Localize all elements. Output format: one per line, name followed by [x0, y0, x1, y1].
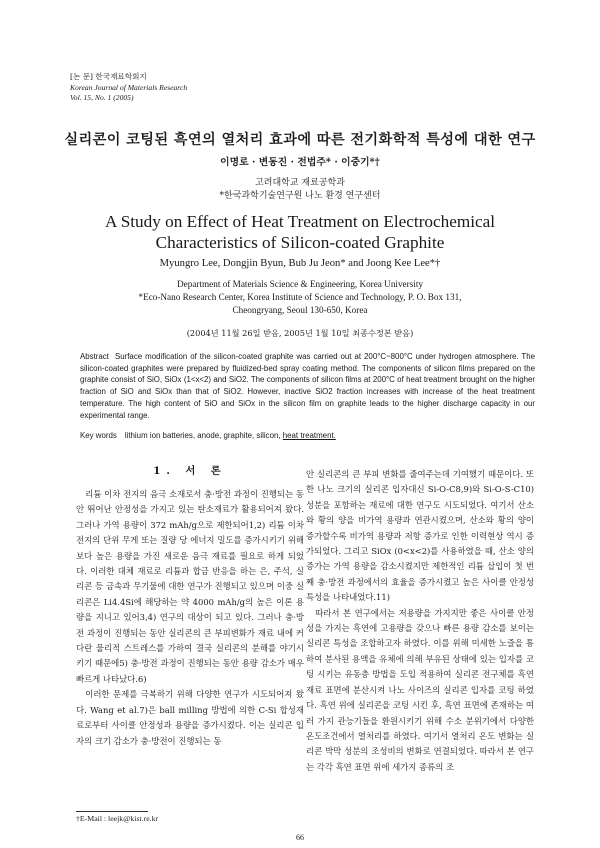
affiliation-korean-1: 고려대학교 재료공학과 — [255, 178, 345, 188]
keywords-text: lithium ion batteries, anode, graphite, silicon, — [124, 431, 281, 440]
paragraph: 이러한 문제를 극복하기 위해 다양한 연구가 시도되어져 왔다. Wang et al.7)은 ball milling 방법에 의한 C-Si 합성재료로부터 사이클 안정성과 용량을 증가시켰다. 이는 실리콘 입자의 크기 감소가 충·방전이 진행되는 동 — [76, 689, 304, 746]
keywords — [80, 431, 535, 440]
abstract — [80, 351, 535, 421]
keywords-last: heat treatment. — [282, 431, 336, 440]
journal-name-ko: [논 문] 한국재료학회지 — [70, 72, 147, 81]
right-column — [306, 467, 534, 775]
affiliation-english — [0, 278, 600, 317]
page-number: 66 — [296, 833, 304, 842]
authors-korean: 이명로 · 변동진 · 전법주* · 이중기*† — [220, 157, 380, 168]
affiliation-english-2: *Eco-Nano Research Center, Korea Institute of Science and Technology, P. O. Box 131, — [138, 292, 462, 302]
abstract-label: Abstract — [80, 352, 109, 361]
section-title-introduction: 1. 서 론 — [153, 465, 227, 477]
paragraph: 안 실리콘의 큰 부피 변화를 줄여주는데 기여했기 때문이다. 또한 나노 크기의 실리콘 입자대신 Si-O-C8,9)와 Si-O-S-C10) 성분을 포함하는 재료에 대한 연구도 시도되었다. 여기서 산소와 황의 양을 비가역 용량과 연관시켰으며, 산소와 황의 양이 증가할수록 비가역 용량과 저항 증가로 인한 이력현상 역시 증가되었다. 그리고 SiOx (0<x<2)를 사용하였을 때, 산소 양의 증가는 가역 용량을 감소시켰지만 제한적인 리튬 삽입이 첫 번째 충·방전 과정에서의 효율을 증가시켰고 높은 사이클 안정성 특성을 나타내었다.11) — [306, 469, 534, 603]
journal-volume: Vol. 15, No. 1 (2005) — [70, 93, 134, 102]
affiliation-english-3: Cheongryang, Seoul 130-650, Korea — [232, 305, 368, 315]
journal-header — [70, 72, 187, 104]
paragraph: 따라서 본 연구에서는 저용량을 가지지만 좋은 사이클 안정성을 가지는 흑연에 고용량을 갖으나 빠른 용량 감소를 보이는 실리콘 특성을 조합하고자 하였다. 이를 위해 미세한 노즐을 통하여 분사된 용액을 유체에 의해 부유된 상태에 있는 입자를 코팅 시키는 유동층 방법을 도입 적용하여 실리콘 전구체를 흑연 재료 표면에 분산시켜 나노 사이즈의 실리콘 입자를 코팅 하였다. 흑연 위에 실리콘을 코팅 시킨 후, 흑연 표면에 존재하는 여러 가지 관능기들을 환원시키기 위해 수소 분위기에서 다양한 온도조건에서 열처리를 하였다. 여기서 열처리 온도 변화는 실리콘 박막 성분의 조성비의 변화로 연결되었다. 따라서 본 연구는 각각 흑연 표면 위에 세가지 종류의 조 — [306, 607, 534, 772]
received-dates: (2004년 11월 26일 받음, 2005년 1월 10일 최종수정본 받음) — [186, 328, 414, 338]
title-english — [0, 212, 600, 253]
title-korean: 실리콘이 코팅된 흑연의 열처리 효과에 따른 전기화학적 특성에 대한 연구 — [64, 132, 536, 148]
keywords-label: Key words — [80, 431, 117, 440]
title-english-line-1: A Study on Effect of Heat Treatment on Electrochemical — [104, 212, 496, 231]
abstract-text: Surface modification of the silicon-coated graphite was carried out at 200°C~800°C under hydrogen atmosphere. The silicon-coated graphites were prepared by fluidized-bed spray coating method. The components of silicon films prepared on the graphite consist of SiO, SiOx (1<x<2) and SiO2. The components of silicon films at 200°C of heat treatment brought on the higher fraction of SiO and SiOx than that of SiO2. However, inactive SiO2 fraction increases with increase of the heat treatment temperature. The high content of SiO and SiOx in the silicon film on graphite leads to the higher discharge capacity in our experimental range. — [80, 352, 535, 420]
affiliation-korean-2: *한국과학기술연구원 나노 환경 연구센터 — [219, 191, 381, 201]
journal-name-en: Korean Journal of Materials Research — [70, 82, 188, 92]
left-column — [76, 487, 304, 749]
authors-english: Myungro Lee, Dongjin Byun, Bub Ju Jeon* and Joong Kee Lee*† — [159, 258, 441, 269]
title-english-line-2: Characteristics of Silicon-coated Graphite — [155, 232, 445, 252]
affiliation-english-1: Department of Materials Science & Engineering, Korea University — [177, 279, 423, 289]
footnote-email: †E-Mail : leejk@kist.re.kr — [76, 814, 159, 823]
paragraph: 리튬 이차 전지의 음극 소재로서 충·방전 과정이 진행되는 동안 뛰어난 안정성을 가지고 있는 탄소재료가 활용되어져 왔다. 그러나 가역 용량이 372 mAh/g으로 제한되어1,2) 리튬 이차 전지의 단위 무게 또는 질량 당 에너지 밀도를 증가시키기 위해 보다 높은 용량을 가진 새로운 음극 재료를 필요로 하게 되었다. 이러한 대체 재료로 리튬과 합금 반응을 하는 은, 주석, 실리콘 등 금속과 무기물에 대한 연구가 진행되고 있으며 이중 실리콘은 Li4.4Si에 해당하는 약 4000 mAh/g의 높은 이론 용량을 지니고 있어3,4) 연구의 대상이 되고 있다. 그러나 충·방전 과정이 진행되는 동안 실리콘의 큰 부피변화가 재료 내에 커다란 물리적 스트레스를 가하여 결국 실리콘의 분해를 야기시키기 때문에5) 충·방전 과정이 진행되는 동안 용량 감소가 매우 빠르게 나타났다.6) — [76, 489, 304, 684]
footnote-rule — [76, 811, 148, 812]
